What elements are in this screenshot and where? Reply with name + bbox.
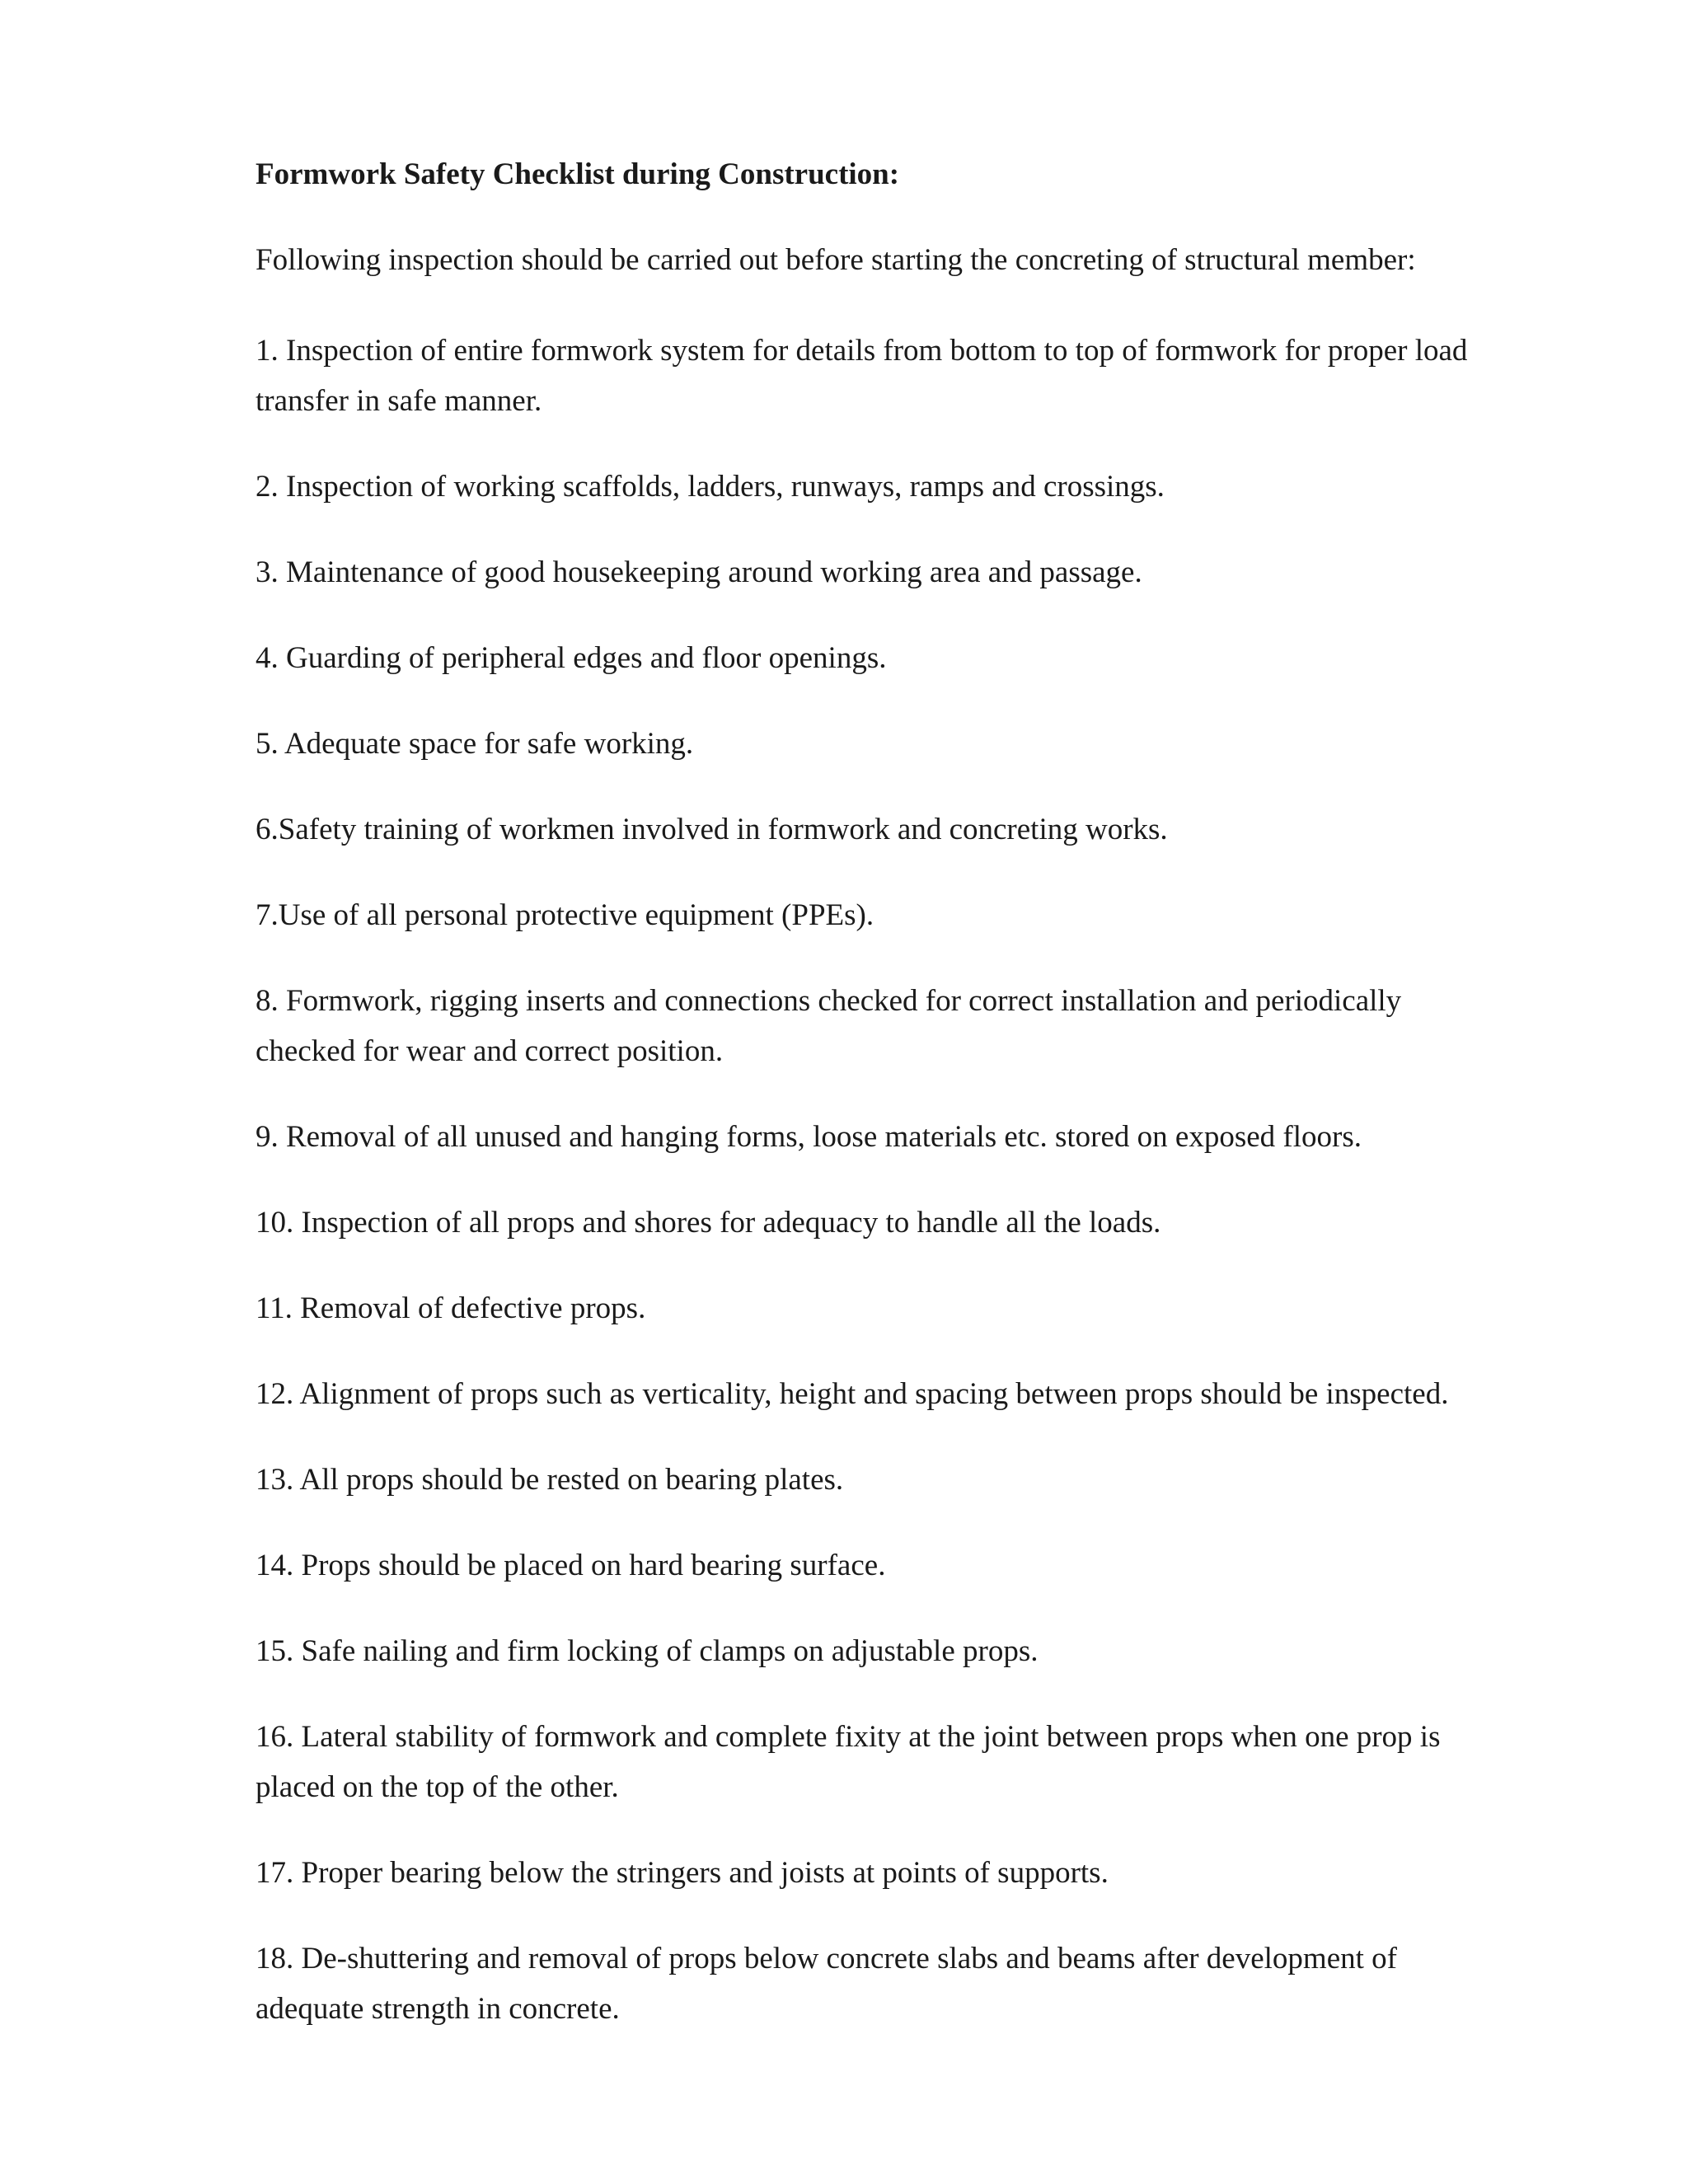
checklist-item-5: 5. Adequate space for safe working. [256,727,694,761]
checklist-item-3: 3. Maintenance of good housekeeping around working area and passage. [256,555,1142,589]
checklist-item-7: 7.Use of all personal protective equipment (PPEs). [256,898,874,932]
checklist-item-10: 10. Inspection of all props and shores for adequacy to handle all the loads. [256,1206,1161,1240]
checklist-item-16: 16. Lateral stability of formwork and complete fixity at the joint between props when one prop is placed on the top of the other. [256,1720,1441,1804]
checklist-item-6: 6.Safety training of workmen involved in formwork and concreting works. [256,813,1168,846]
checklist-item-14: 14. Props should be placed on hard bearing surface. [256,1549,886,1582]
checklist-item-2: 2. Inspection of working scaffolds, ladders, runways, ramps and crossings. [256,470,1165,504]
checklist-item-15: 15. Safe nailing and firm locking of clamps on adjustable props. [256,1634,1039,1668]
checklist-item-9: 9. Removal of all unused and hanging forms, loose materials etc. stored on exposed floors. [256,1120,1362,1154]
checklist-item-11: 11. Removal of defective props. [256,1291,646,1325]
checklist-item-13: 13. All props should be rested on bearing plates. [256,1463,844,1497]
checklist-item-1: 1. Inspection of entire formwork system for details from bottom to top of formwork for proper load transfer in safe manner. [256,334,1468,418]
checklist-item-8: 8. Formwork, rigging inserts and connections checked for correct installation and periodically checked for wear and correct position. [256,984,1402,1068]
document-title: Formwork Safety Checklist during Construction: [256,157,900,191]
document-content [256,153,1492,2069]
checklist-item-17: 17. Proper bearing below the stringers and joists at points of supports. [256,1856,1109,1890]
document-intro: Following inspection should be carried out before starting the concreting of structural member: [256,243,1416,277]
checklist [256,326,1492,2034]
checklist-item-18: 18. De-shuttering and removal of props below concrete slabs and beams after development of adequate strength in concrete. [256,1942,1397,2026]
checklist-item-4: 4. Guarding of peripheral edges and floor openings. [256,641,887,675]
checklist-item-12: 12. Alignment of props such as verticality, height and spacing between props should be inspected. [256,1377,1449,1411]
